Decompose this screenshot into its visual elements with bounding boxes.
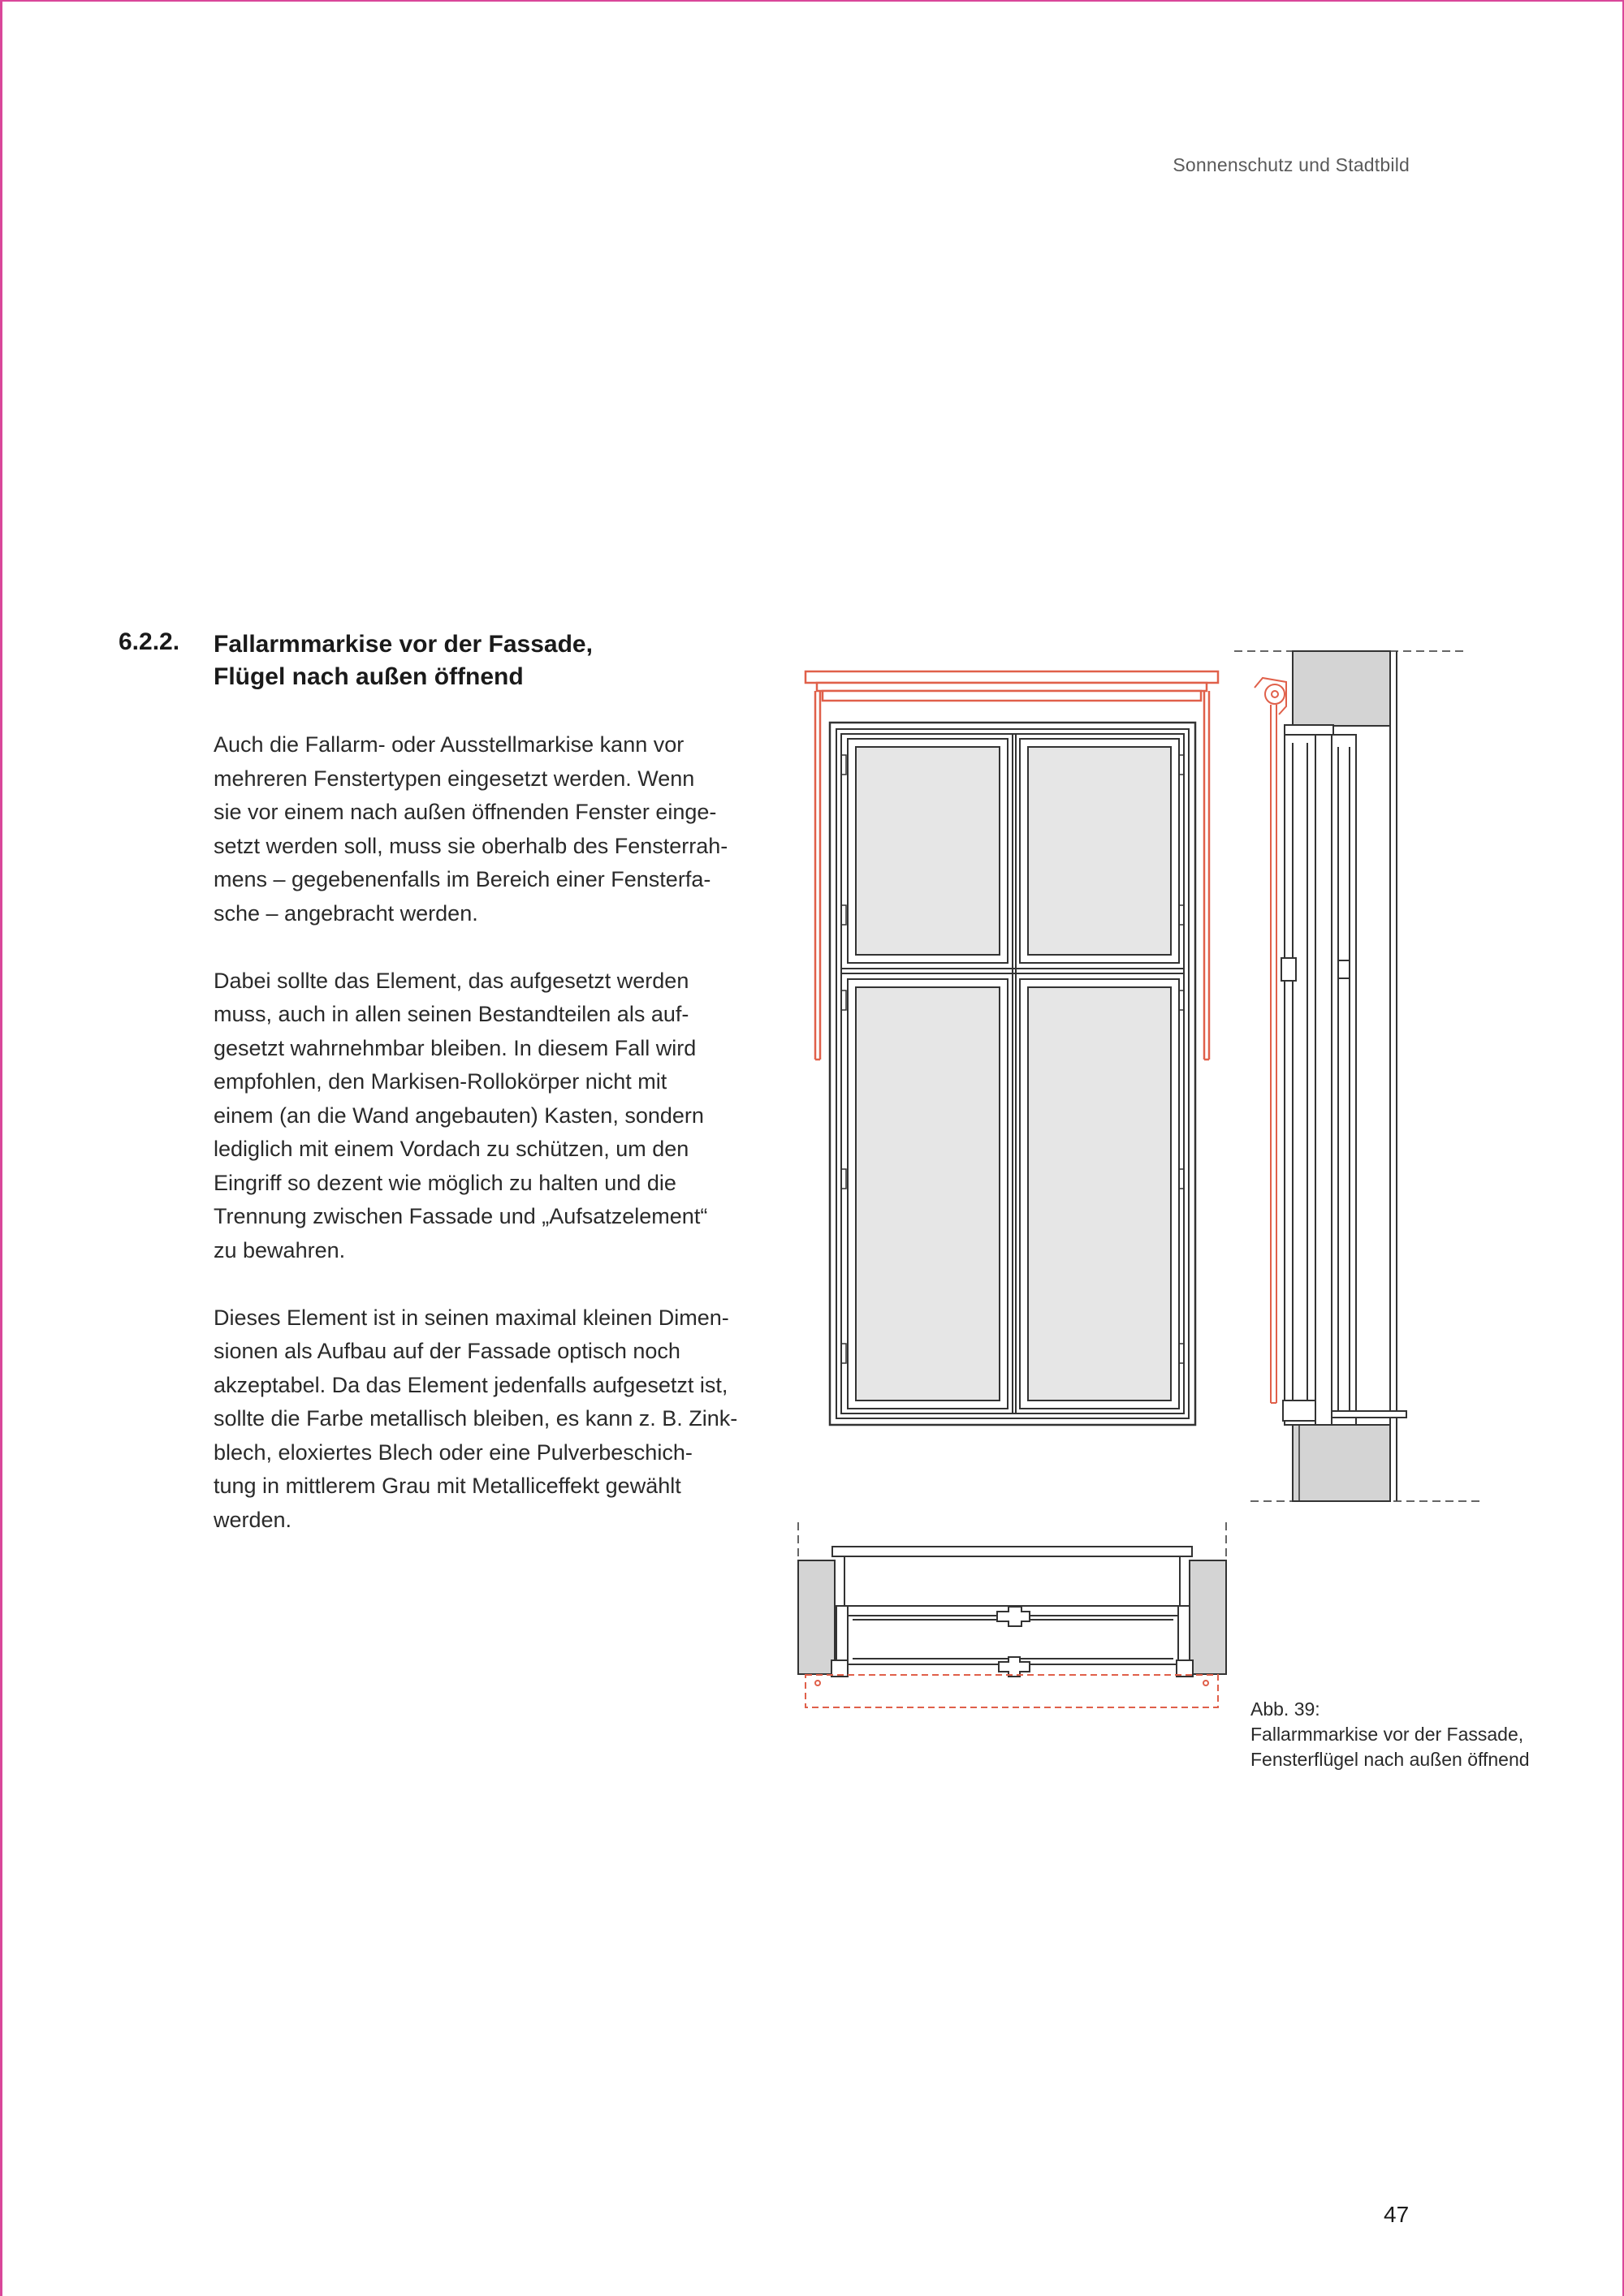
text-line: setzt werden soll, muss sie oberhalb des Fensterrah- bbox=[214, 833, 728, 858]
text-line: Trennung zwischen Fassade und „Aufsatzelement“ bbox=[214, 1204, 708, 1228]
caption-line: Fallarmmarkise vor der Fassade, bbox=[1250, 1724, 1524, 1745]
text-line: tung in mittlerem Grau mit Metalliceffekt gewählt bbox=[214, 1474, 681, 1498]
text-line: sche – angebracht werden. bbox=[214, 900, 478, 926]
glass-pane bbox=[856, 747, 1000, 955]
text-line: Auch die Fallarm- oder Ausstellmarkise kann vor bbox=[214, 732, 685, 757]
text-line: sollte die Farbe metallisch bleiben, es kann z. B. Zink- bbox=[214, 1406, 738, 1431]
page-edge-left bbox=[0, 0, 2, 2296]
section-title bbox=[214, 628, 668, 693]
glass-pane bbox=[1028, 987, 1171, 1400]
text-line: sie vor einem nach außen öffnenden Fenster einge- bbox=[214, 800, 717, 824]
text-line: lediglich mit einem Vordach zu schützen, um den bbox=[214, 1137, 689, 1161]
glass-pane bbox=[856, 987, 1000, 1400]
text-line: Dieses Element ist in seinen maximal kleinen Dimen- bbox=[214, 1305, 729, 1330]
awning-plan bbox=[806, 1675, 1218, 1707]
text-line: akzeptabel. Da das Element jedenfalls aufgesetzt ist, bbox=[214, 1372, 728, 1397]
text-line: sionen als Aufbau auf der Fassade optisch noch bbox=[214, 1339, 680, 1363]
figure-caption bbox=[1250, 1697, 1530, 1772]
text-line: zu bewahren. bbox=[214, 1237, 346, 1262]
glass-pane bbox=[1028, 747, 1171, 955]
text-line: empfohlen, den Markisen-Rollokörper nicht mit bbox=[214, 1069, 667, 1094]
page-number: 47 bbox=[1384, 2202, 1410, 2227]
section-title-line: Fallarmmarkise vor der Fassade, bbox=[214, 631, 593, 658]
horizontal-section bbox=[798, 1522, 1226, 1707]
text-line: Dabei sollte das Element, das aufgesetzt werden bbox=[214, 968, 689, 993]
text-line: Eingriff so dezent wie möglich zu halten und die bbox=[214, 1170, 676, 1195]
body-text bbox=[214, 728, 741, 1571]
section-title-line: Flügel nach außen öffnend bbox=[214, 663, 524, 690]
wall-sill bbox=[1293, 1425, 1390, 1501]
text-line: mehreren Fenstertypen eingesetzt werden. Wenn bbox=[214, 766, 695, 791]
paragraph-3 bbox=[214, 1301, 741, 1538]
text-line: muss, auch in allen seinen Bestandteilen als auf- bbox=[214, 1002, 689, 1026]
awning-section bbox=[1255, 678, 1286, 1403]
wall-left bbox=[798, 1560, 835, 1674]
text-line: werden. bbox=[214, 1507, 292, 1532]
paragraph-1 bbox=[214, 728, 741, 930]
paragraph-2 bbox=[214, 965, 741, 1268]
caption-line: Fensterflügel nach außen öffnend bbox=[1250, 1749, 1530, 1770]
text-line: mens – gegebenenfalls im Bereich einer Fensterfa- bbox=[214, 867, 711, 891]
text-line: gesetzt wahrnehmbar bleiben. In diesem Fall wird bbox=[214, 1035, 697, 1060]
section-number: 6.2.2. bbox=[119, 628, 180, 655]
wall-right bbox=[1190, 1560, 1226, 1674]
caption-line: Abb. 39: bbox=[1250, 1698, 1320, 1720]
running-header: Sonnenschutz und Stadtbild bbox=[1173, 154, 1410, 175]
text-line: blech, eloxiertes Blech oder eine Pulverbeschich- bbox=[214, 1439, 693, 1465]
text-line: einem (an die Wand angebauten) Kasten, sondern bbox=[214, 1103, 704, 1128]
wall-lintel bbox=[1293, 651, 1390, 726]
page-edge-top bbox=[0, 0, 1624, 2]
front-elevation bbox=[806, 671, 1218, 1425]
vertical-section bbox=[1234, 651, 1482, 1501]
window-awning-drawing bbox=[788, 641, 1486, 1721]
